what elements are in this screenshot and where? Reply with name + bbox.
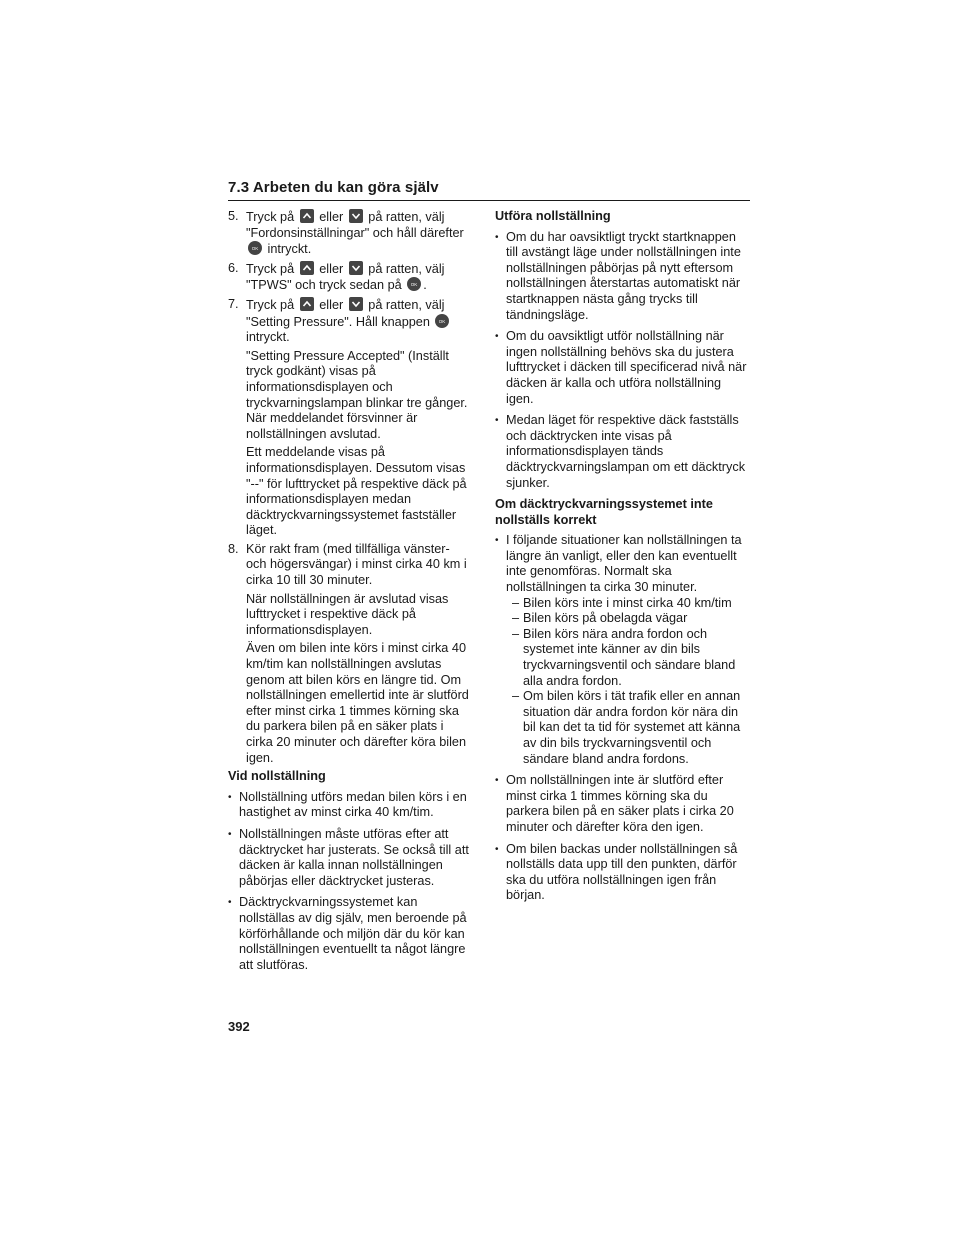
ok-button-icon — [407, 277, 421, 291]
inte-korrekt-heading: Om däcktryckvarningssystemet inte nollställs korrekt — [495, 497, 713, 527]
list-item: • Medan läget för respektive däck fastställs och däcktrycken inte visas på informationsdisplayen tänds däcktryckvarningslampan om ett däcktryck sjunker. — [495, 413, 750, 491]
step-paragraph: Ett meddelande visas på informationsdisplayen. Dessutom visas "--" för lufttrycket på respektive däck på informationsdisplayen medan däcktryckvarningssystemet fastställer läget. — [246, 445, 467, 538]
step-8 — [228, 542, 473, 766]
step-text: Tryck på eller på ratten, välj "TPWS" och tryck sedan på OK . — [246, 261, 445, 293]
list-item: • Om nollställningen inte är slutförd efter minst cirka 1 timmes körning ska du parkera bilen på en säker plats i cirka 20 minuter och därefter köra den igen. — [495, 773, 750, 835]
list-item: • Nollställningen måste utföras efter att däcktrycket har justerats. Se också till att däcken är kalla innan nollställningen påbörjas eller däcktrycket justeras. — [228, 827, 473, 889]
step-text: Kör rakt fram (med tillfälliga vänster- och högersvängar) i minst cirka 40 km i cirka 10 till 30 minuter. — [246, 541, 467, 588]
step-number: 8. — [228, 541, 239, 556]
ok-button-icon — [435, 314, 449, 328]
step-paragraph: När nollställningen är avslutad visas lufttrycket i respektive däck på informationsdisplayen. — [246, 591, 449, 637]
left-column — [228, 209, 473, 979]
step-number: 7. — [228, 296, 239, 311]
vid-nollstallning-heading: Vid nollställning — [228, 769, 326, 784]
arrow-down-icon — [349, 297, 363, 311]
arrow-up-icon — [300, 297, 314, 311]
arrow-up-icon — [300, 261, 314, 275]
right-column — [495, 209, 750, 910]
section-title: 7.3 Arbeten du kan göra själv — [228, 179, 439, 196]
list-item: • Om du har oavsiktligt tryckt startknappen till avstängt läge under nollställningen inte nollställningen påbörjas på nytt eftersom nollställningen återstartas automatiskt när startknappen nästa gång trycks till tändningsläge. — [495, 230, 750, 324]
vid-nollstallning-list — [228, 790, 473, 974]
situation-sublist — [506, 596, 750, 768]
utfora-nollstallning-heading: Utföra nollställning — [495, 209, 611, 223]
list-item: • Om bilen backas under nollställningen så nollställs data upp till den punkten, därför ska du utföra nollställningen igen från början. — [495, 842, 750, 904]
step-6 — [228, 261, 473, 294]
ok-button-icon — [248, 241, 262, 255]
list-item: • I följande situationer kan nollställningen ta längre än vanligt, eller den kan eventuellt inte genomföras. Normalt ska nollställningen ta cirka 30 minuter. – Bilen körs inte i minst cirka 40 km/tim – Bilen körs på obelagda vägar – Bilen körs nära andra fordon och systemet inte känner av din bils tryckvarningsventil och sändare bland alla andra fordon. – Om bilen körs i tät trafik eller en annan situation där andra fordon kör nära din bil kan det ta tid för systemet att känna av din bils tryckvarningsventil och sändare bland andra fordons. — [495, 533, 750, 767]
sub-list-item: – Bilen körs inte i minst cirka 40 km/tim — [512, 596, 750, 612]
step-number: 5. — [228, 209, 239, 223]
svg-text:OK: OK — [410, 282, 418, 288]
list-item: • Däcktryckvarningssystemet kan nollställas av dig själv, men beroende på körförhållande och miljön där du kör kan nollställningen eventuellt ta något längre att slutföras. — [228, 895, 473, 973]
step-5 — [228, 209, 473, 258]
step-paragraph: "Setting Pressure Accepted" (Inställt tryck godkänt) visas på informationsdisplayen och tryckvarningslampan blinkar tre gånger. När meddelandet försvinner är nollställningen avslutad. — [246, 348, 468, 441]
step-text: Tryck på eller på ratten, välj "Fordonsinställningar" och håll därefter OK intryckt. — [246, 210, 464, 257]
arrow-down-icon — [349, 209, 363, 223]
svg-text:OK: OK — [439, 318, 446, 324]
arrow-down-icon — [349, 261, 363, 275]
step-7 — [228, 297, 473, 539]
step-text: Tryck på eller på ratten, välj "Setting Pressure". Håll knappen OK intryckt. — [246, 297, 473, 346]
svg-text:OK: OK — [251, 246, 259, 252]
list-item: • Nollställning utförs medan bilen körs i en hastighet av minst cirka 40 km/tim. — [228, 790, 473, 821]
sub-list-item: – Bilen körs nära andra fordon och systemet inte känner av din bils tryckvarningsventil och sändare bland alla andra fordon. — [512, 627, 750, 689]
sub-list-item: – Bilen körs på obelagda vägar — [512, 611, 750, 627]
list-item: • Om du oavsiktligt utför nollställning när ingen nollställning behövs ska du justera lufttrycket i däcken till specificerad nivå när däcken är kalla och utföra nollställning igen. — [495, 329, 750, 407]
step-number: 6. — [228, 260, 239, 275]
utfora-nollstallning-list — [495, 230, 750, 492]
header-rule — [228, 200, 750, 201]
page-number: 392 — [228, 1019, 250, 1034]
sub-list-item: – Om bilen körs i tät trafik eller en annan situation där andra fordon kör nära din bil kan det ta tid för systemet att känna av din bils tryckvarningsventil och sändare bland andra fordons. — [512, 689, 750, 767]
inte-korrekt-list — [495, 533, 750, 904]
arrow-up-icon — [300, 209, 314, 223]
step-paragraph: Även om bilen inte körs i minst cirka 40 km/tim kan nollställningen avslutas genom att bilen körs en längre tid. Om nollställningen emellertid inte är slutförd efter minst cirka 1 timmes körning ska du parkera bilen på en säker plats i cirka 20 minuter och därefter köra bilen igen. — [246, 641, 469, 765]
section-header — [228, 179, 750, 201]
